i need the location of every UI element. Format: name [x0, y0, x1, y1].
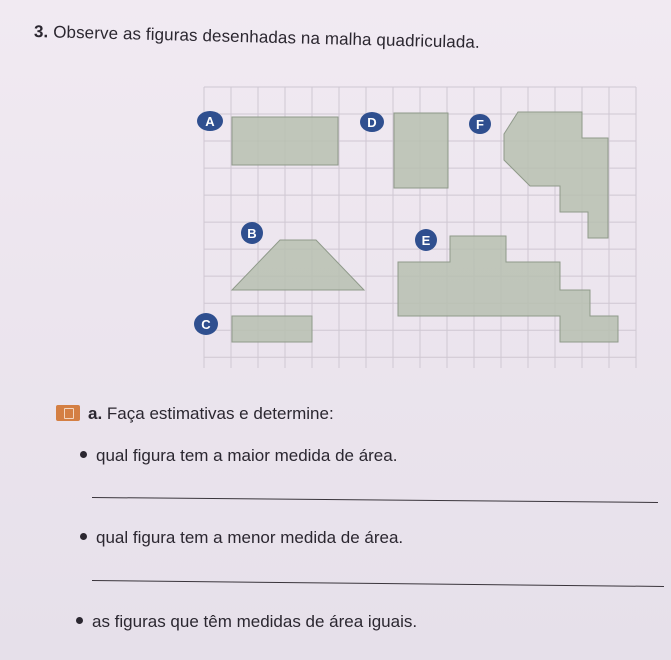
bullet-text: qual figura tem a maior medida de área. — [96, 446, 398, 465]
bullet-dot — [80, 451, 87, 458]
bullet-dot — [80, 533, 87, 540]
question-text: Observe as figuras desenhadas na malha quadriculada. — [52, 22, 481, 52]
label-e — [415, 229, 437, 251]
label-c — [194, 313, 218, 335]
figures — [232, 112, 618, 342]
bullet-text: as figuras que têm medidas de área iguais. — [92, 612, 418, 631]
bullet-item-equal-areas — [76, 612, 417, 632]
bullet-text: qual figura tem a menor medida de área. — [96, 528, 404, 547]
figure-b — [232, 240, 364, 290]
subquestion-text: Faça estimativas e determine: — [106, 404, 334, 423]
label-f — [469, 114, 491, 134]
label-e-text: E — [421, 233, 431, 248]
figure-f — [504, 112, 608, 238]
pencil-activity-icon — [56, 405, 80, 421]
label-f-text: F — [476, 117, 484, 132]
label-a-text: A — [205, 114, 215, 129]
figure-e — [398, 236, 618, 342]
label-c-text: C — [201, 317, 211, 332]
label-b — [241, 222, 263, 244]
question-number: 3. — [33, 22, 49, 42]
figure-a — [232, 117, 338, 165]
subquestion-letter: a. — [88, 404, 103, 423]
label-b-text: B — [247, 226, 257, 241]
bullet-item-smallest-area — [80, 528, 403, 548]
subquestion-a — [56, 404, 334, 424]
figure-c — [232, 316, 312, 342]
bullet-item-largest-area — [80, 446, 397, 466]
label-a — [197, 111, 223, 131]
label-d-text: D — [367, 115, 377, 130]
bullet-dot — [76, 617, 83, 624]
figure-d — [394, 113, 448, 188]
label-d — [360, 112, 384, 132]
